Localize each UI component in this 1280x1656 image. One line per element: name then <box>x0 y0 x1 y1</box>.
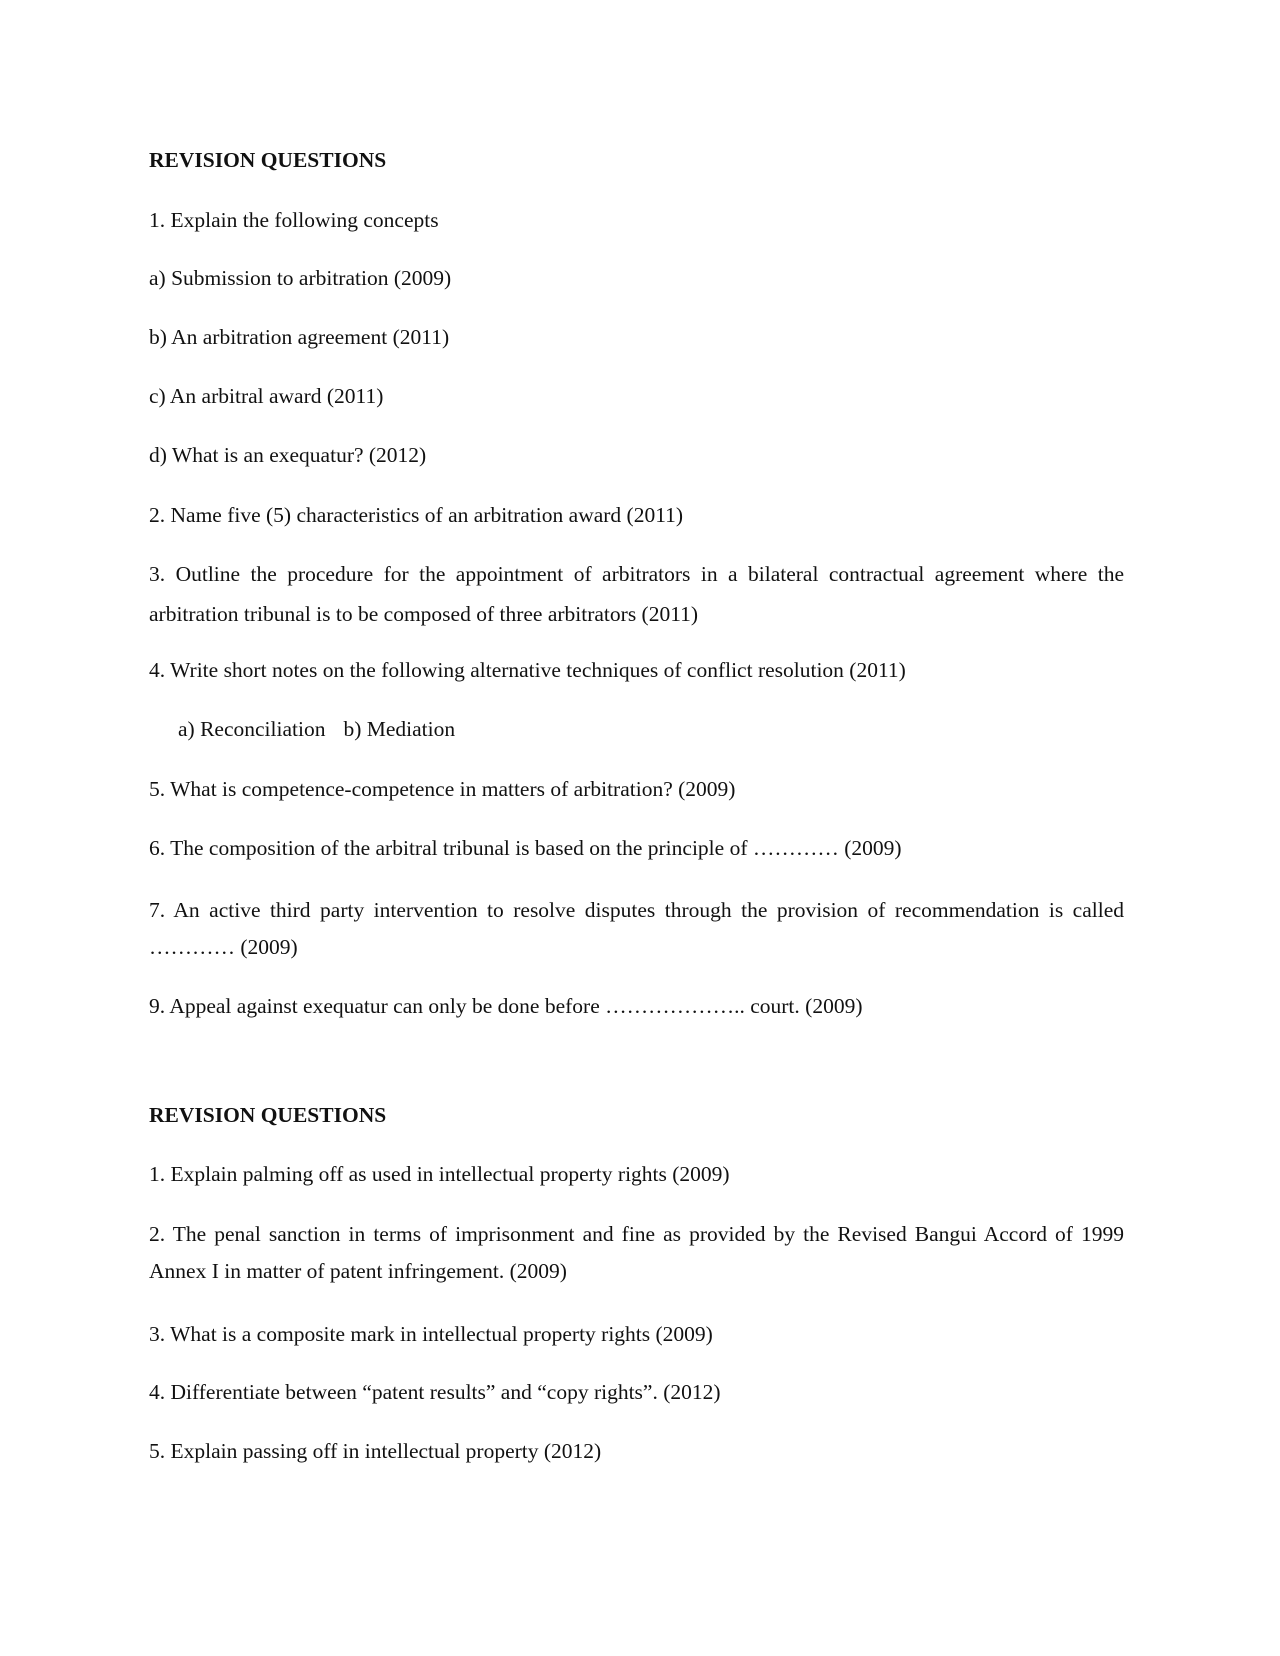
s1-question-3: 3. Outline the procedure for the appointment of arbitrators in a bilateral contractual agreement where the arbitration tribunal is to be composed of three arbitrators (2011) <box>149 562 1124 626</box>
s1-question-1c: c) An arbitral award (2011) <box>149 384 384 408</box>
s1-question-7: 7. An active third party intervention to resolve disputes through the provision of recommendation is called ………… (2009) <box>149 898 1124 959</box>
s1-question-1: 1. Explain the following concepts <box>149 208 439 232</box>
s1-question-1d: d) What is an exequatur? (2012) <box>149 443 427 467</box>
s2-question-5: 5. Explain passing off in intellectual property (2012) <box>149 1439 602 1463</box>
s2-question-2: 2. The penal sanction in terms of imprisonment and fine as provided by the Revised Bangui Accord of 1999 Annex I in matter of patent infringement. (2009) <box>149 1222 1124 1283</box>
s1-question-5: 5. What is competence-competence in matters of arbitration? (2009) <box>149 777 736 801</box>
s2-question-3: 3. What is a composite mark in intellectual property rights (2009) <box>149 1322 713 1346</box>
s1-question-9: 9. Appeal against exequatur can only be done before ……………….. court. (2009) <box>149 994 863 1018</box>
s1-question-4-options <box>178 715 455 743</box>
s1-question-4b: b) Mediation <box>343 717 456 741</box>
s2-question-4: 4. Differentiate between “patent results” and “copy rights”. (2012) <box>149 1380 721 1404</box>
s1-question-4a: a) Reconciliation <box>178 717 326 741</box>
section2-heading: REVISION QUESTIONS <box>149 1103 387 1127</box>
s1-question-1a: a) Submission to arbitration (2009) <box>149 266 452 290</box>
s1-question-4: 4. Write short notes on the following alternative techniques of conflict resolution (2011) <box>149 658 906 682</box>
section1-heading: REVISION QUESTIONS <box>149 148 387 172</box>
s1-question-2: 2. Name five (5) characteristics of an arbitration award (2011) <box>149 503 684 527</box>
s2-question-1: 1. Explain palming off as used in intellectual property rights (2009) <box>149 1162 730 1186</box>
s1-question-6: 6. The composition of the arbitral tribunal is based on the principle of ………… (2009) <box>149 836 902 860</box>
s1-question-1b: b) An arbitration agreement (2011) <box>149 325 450 349</box>
